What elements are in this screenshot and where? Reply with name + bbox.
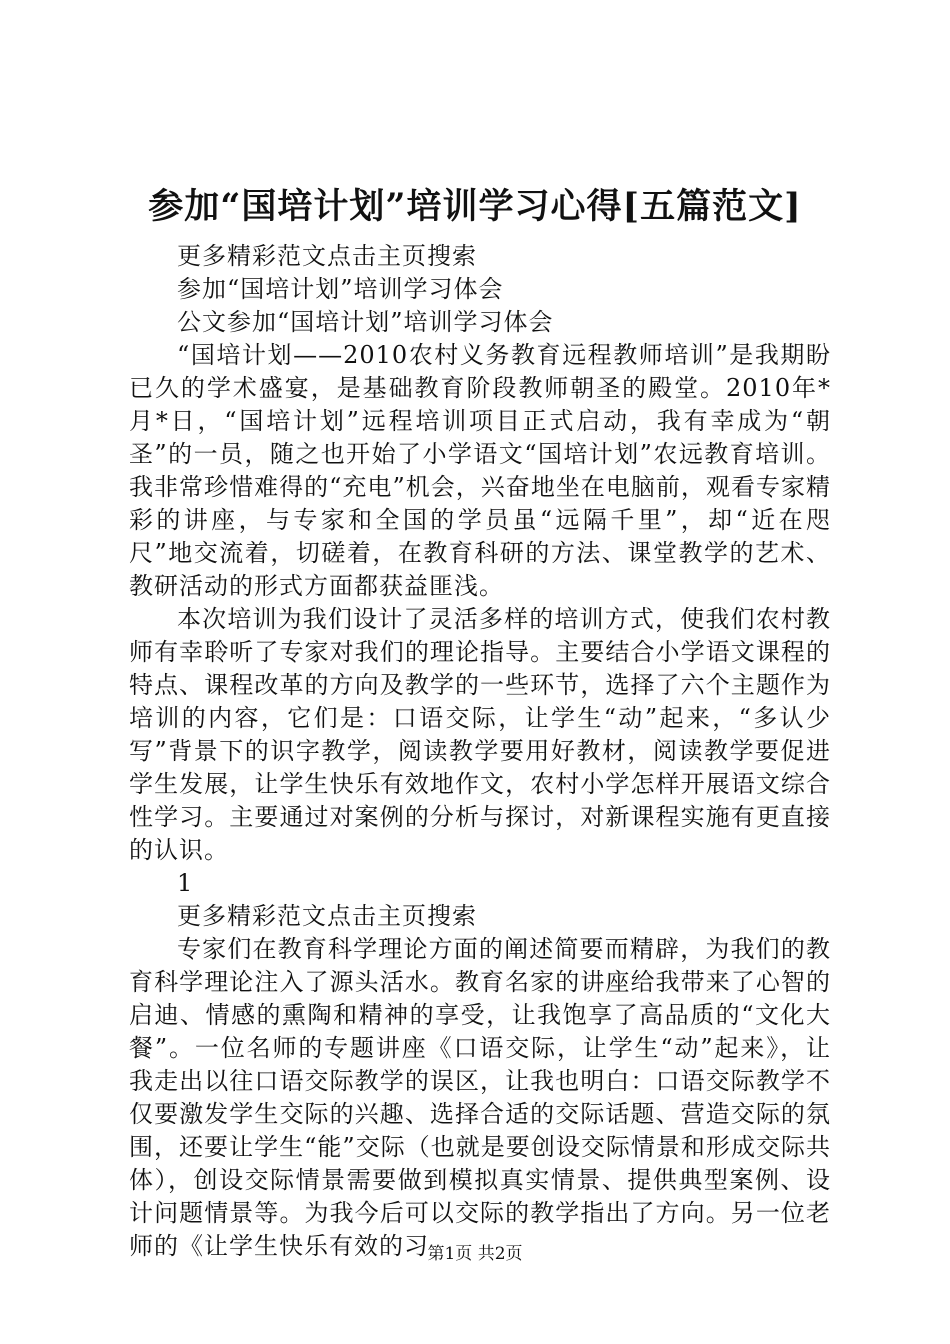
document-body xyxy=(129,240,831,1263)
promo-line: 更多精彩范文点击主页搜索 xyxy=(177,242,477,270)
subtitle-line: 参加“国培计划”培训学习体会 xyxy=(177,275,504,303)
paragraph-1: “国培计划——2010农村义务教育远程教师培训”是我期盼已久的学术盛宴，是基础教育阶段教师朝圣的殿堂。2010年*月*日，“国培计划”远程培训项目正式启动，我有幸成为“朝圣”的一员，随之也开始了小学语文“国培计划”农远教育培训。我非常珍惜难得的“充电”机会，兴奋地坐在电脑前，观看专家精彩的讲座，与专家和全国的学员虽“远隔千里”，却“近在咫尺”地交流着，切磋着，在教育科研的方法、课堂教学的艺术、教研活动的形式方面都获益匪浅。 xyxy=(129,341,831,600)
promo-line-repeat: 更多精彩范文点击主页搜索 xyxy=(177,902,477,930)
subtitle-line-2: 公文参加“国培计划”培训学习体会 xyxy=(177,308,554,336)
page-footer: 第1页 共2页 xyxy=(427,1244,523,1264)
document-title: 参加“国培计划”培训学习心得[五篇范文] xyxy=(148,186,802,227)
page-marker: 1 xyxy=(177,869,194,897)
paragraph-2: 本次培训为我们设计了灵活多样的培训方式，使我们农村教师有幸聆听了专家对我们的理论指导。主要结合小学语文课程的特点、课程改革的方向及教学的一些环节，选择了六个主题作为培训的内容，它们是：口语交际，让学生“动”起来，“多认少写”背景下的识字教学，阅读教学要用好教材，阅读教学要促进学生发展，让学生快乐有效地作文，农村小学怎样开展语文综合性学习。主要通过对案例的分析与探讨，对新课程实施有更直接的认识。 xyxy=(129,605,831,864)
paragraph-3: 专家们在教育科学理论方面的阐述简要而精辟，为我们的教育科学理论注入了源头活水。教育名家的讲座给我带来了心智的启迪、情感的熏陶和精神的享受，让我饱享了高品质的“文化大餐”。一位名师的专题讲座《口语交际，让学生“动”起来》，让我走出以往口语交际教学的误区，让我也明白：口语交际教学不仅要激发学生交际的兴趣、选择合适的交际话题、营造交际的氛围，还要让学生“能”交际（也就是要创设交际情景和形成交际共体），创设交际情景需要做到模拟真实情景、提供典型案例、设计问题情景等。为我今后可以交际的教学指出了方向。另一位老师的《让学生快乐有效的习 xyxy=(129,935,831,1260)
